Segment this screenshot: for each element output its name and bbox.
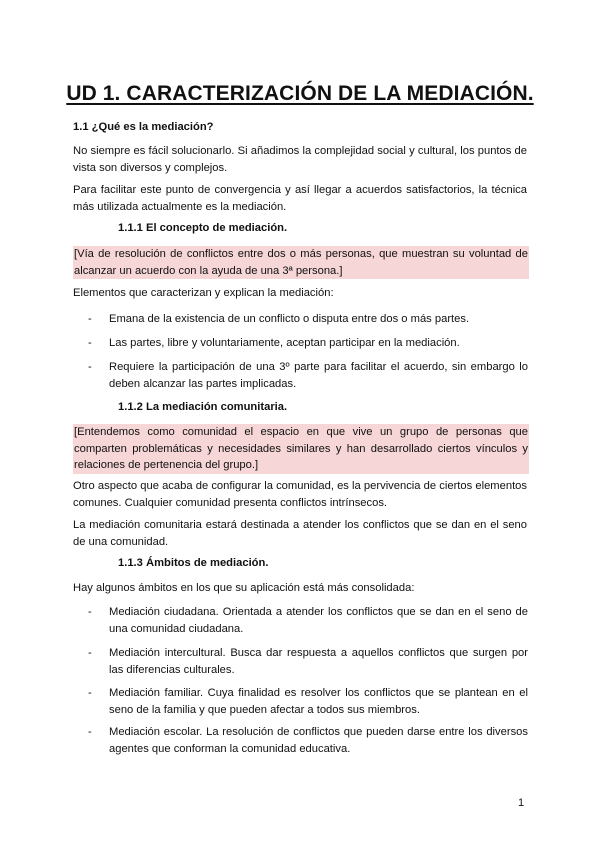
highlighted-definition: [Entendemos como comunidad el espacio en que vive un grupo de personas que comparten problemáticas y necesidades similares y han desarrollado ciertos vínculos y relaciones de pertenencia del grupo.]	[73, 424, 529, 474]
section-heading-1-1-2: 1.1.2 La mediación comunitaria.	[118, 401, 288, 413]
paragraph: Hay algunos ámbitos en los que su aplicación está más consolidada:	[73, 582, 415, 594]
highlighted-definition: [Vía de resolución de conflictos entre dos o más personas, que muestran su voluntad de alcanzar un acuerdo con la ayuda de una 3ª persona.]	[73, 246, 529, 279]
list-item	[88, 359, 528, 392]
paragraph: Para facilitar este punto de convergencia y así llegar a acuerdos satisfactorios, la técnica más utilizada actualmente es la mediación.	[73, 184, 527, 213]
list-item-text: Requiere la participación de una 3º parte para facilitar el acuerdo, sin embargo lo deben alcanzar las partes implicadas.	[109, 361, 528, 390]
section-heading-1-1: 1.1 ¿Qué es la mediación?	[73, 121, 214, 133]
list-item-text: Emana de la existencia de un conflicto o disputa entre dos o más partes.	[109, 313, 470, 325]
bullet-dash: -	[88, 687, 92, 699]
list-item	[88, 724, 528, 757]
list-item-text: Mediación familiar. Cuya finalidad es resolver los conflictos que se plantean en el seno de la familia y que pueden afectar a todos sus miembros.	[109, 687, 528, 716]
list-item-text: Las partes, libre y voluntariamente, aceptan participar en la mediación.	[109, 337, 460, 349]
document-title: UD 1. CARACTERIZACIÓN DE LA MEDIACIÓN.	[66, 82, 534, 105]
paragraph: Elementos que caracterizan y explican la mediación:	[73, 287, 334, 299]
section-heading-1-1-1: 1.1.1 El concepto de mediación.	[118, 222, 288, 234]
list-item	[88, 311, 528, 328]
bullet-dash: -	[88, 337, 92, 349]
list-item-text: Mediación ciudadana. Orientada a atender los conflictos que se dan en el seno de una comunidad ciudadana.	[109, 606, 528, 635]
list-item	[88, 604, 528, 637]
paragraph: No siempre es fácil solucionarlo. Si añadimos la complejidad social y cultural, los puntos de vista son diversos y complejos.	[73, 145, 527, 174]
bullet-dash: -	[88, 361, 92, 373]
bullet-dash: -	[88, 313, 92, 325]
bullet-dash: -	[88, 606, 92, 618]
list-item	[88, 335, 528, 352]
bullet-dash: -	[88, 726, 92, 738]
page-number: 1	[518, 797, 525, 809]
section-heading-1-1-3: 1.1.3 Ámbitos de mediación.	[118, 557, 269, 569]
paragraph: La mediación comunitaria estará destinada a atender los conflictos que se dan en el seno de una comunidad.	[73, 519, 527, 548]
list-item-text: Mediación escolar. La resolución de conflictos que pueden darse entre los diversos agentes que conforman la comunidad educativa.	[109, 726, 528, 755]
list-item-text: Mediación intercultural. Busca dar respuesta a aquellos conflictos que surgen por las diferencias culturales.	[109, 647, 528, 676]
bullet-dash: -	[88, 647, 92, 659]
paragraph: Otro aspecto que acaba de configurar la comunidad, es la pervivencia de ciertos elementos comunes. Cualquier comunidad presenta conflictos intrínsecos.	[73, 480, 527, 509]
list-item	[88, 645, 528, 678]
list-item	[88, 685, 528, 718]
